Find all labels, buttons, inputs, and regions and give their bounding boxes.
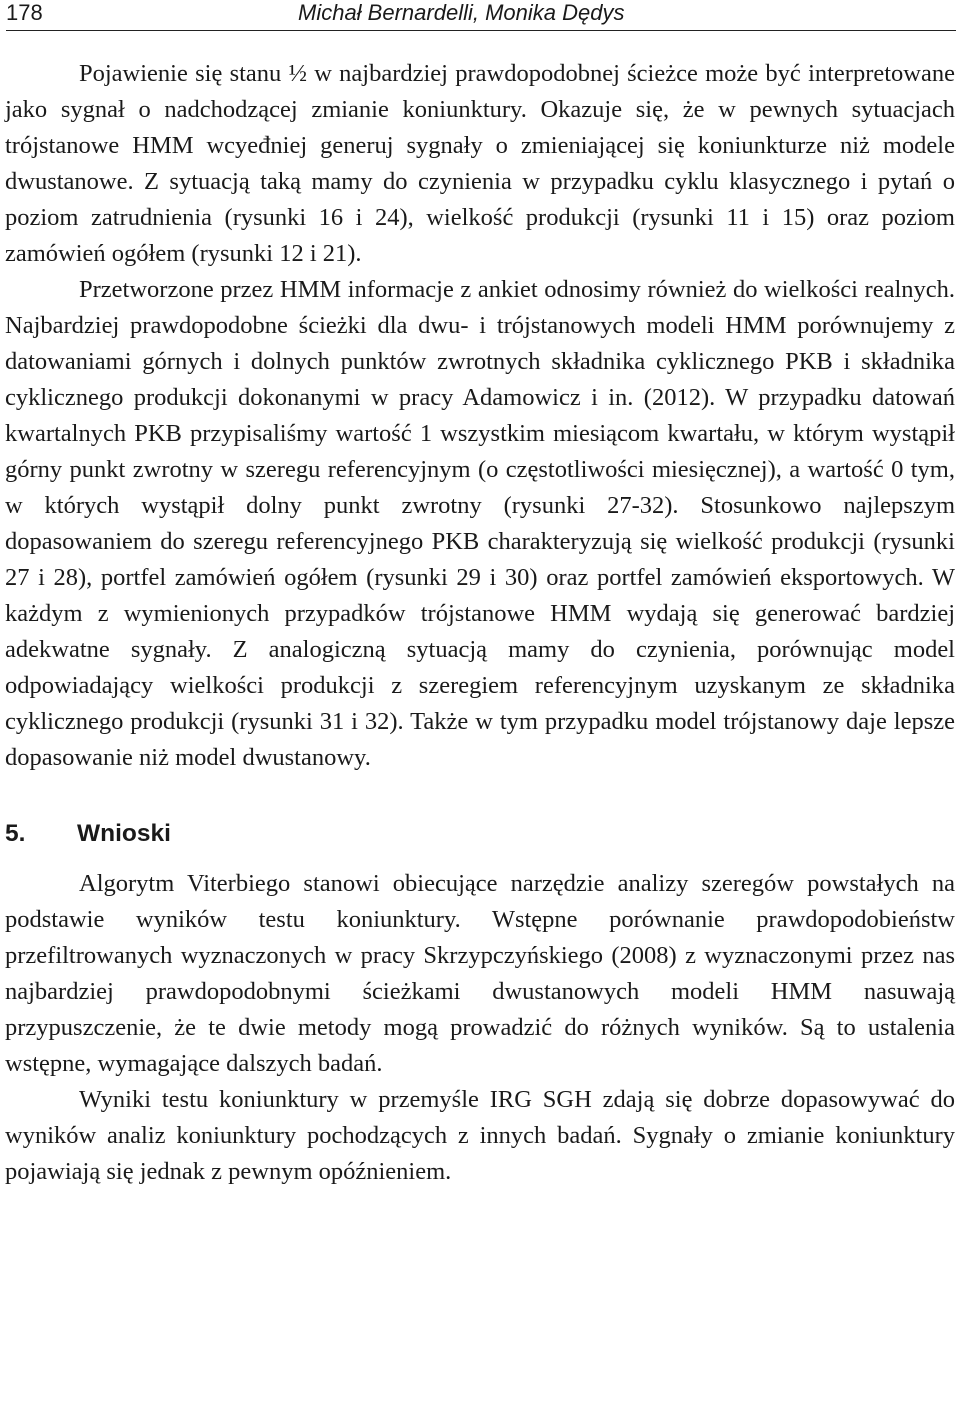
- running-head-authors: Michał Bernardelli, Monika Dędys: [298, 0, 625, 25]
- paragraph: Pojawienie się stanu ½ w najbardziej prawdopodobnej ścieżce może być interpretowane jako sygnał o nadchodzącej zmianie koniunktury. Okazuje się, że w pewnych sytuacjach trójstanowe HMM wcyeđniej generuj sygnały o zmieniającej się koniunkturze niż modele dwustanowe. Z sytuacją taką mamy do czynienia w przypadku cyklu klasycznego i pytań o poziom zatrudnienia (rysunki 16 i 24), wielkość produkcji (rysunki 11 i 15) oraz poziom zamówień ogółem (rysunki 12 i 21).: [5, 60, 955, 267]
- running-header: [6, 0, 956, 31]
- page-number: 178: [6, 0, 43, 25]
- paragraph: Wyniki testu koniunktury w przemyśle IRG SGH zdają się dobrze dopasowywać do wyników analiz koniunktury pochodzących z innych badań. Sygnały o zmianie koniunktury pojawiają się jednak z pewnym opóźnieniem.: [5, 1086, 955, 1185]
- page-body: [5, 56, 955, 1190]
- section-heading: [5, 816, 955, 852]
- paragraph: Algorytm Viterbiego stanowi obiecujące narzędzie analizy szeregów powstałych na podstawie wyników testu koniunktury. Wstępne porównanie prawdopodobieństw przefiltrowanych wyznaczonych w pracy Skrzypczyńskiego (2008) z wyznaczonymi przez nas najbardziej prawdopodobnymi ścieżkami dwustanowych modeli HMM nasuwają przypuszczenie, że te dwie metody mogą prowadzić do różnych wyników. Są to ustalenia wstępne, wymagające dalszych badań.: [5, 870, 955, 1077]
- section-number: 5.: [5, 820, 26, 847]
- section-title: Wnioski: [77, 820, 171, 847]
- paragraph: Przetworzone przez HMM informacje z ankiet odnosimy również do wielkości realnych. Najbardziej prawdopodobne ścieżki dla dwu- i trójstanowych modeli HMM porównujemy z datowaniami górnych i dolnych punktów zwrotnych składnika cyklicznego PKB i składnika cyklicznego produkcji dokonanymi w pracy Adamowicz i in. (2012). W przypadku datowań kwartalnych PKB przypisaliśmy wartość 1 wszystkim miesiącom kwartału, w którym wystąpił górny punkt zwrotny w szeregu referencyjnym (o częstotliwości miesięcznej), a wartość 0 tym, w których wystąpił dolny punkt zwrotny (rysunki 27-32). Stosunkowo najlepszym dopasowaniem do szeregu referencyjnego PKB charakteryzują się wielkość produkcji (rysunki 27 i 28), portfel zamówień ogółem (rysunki 29 i 30) oraz portfel zamówień eksportowych. W każdym z wymienionych przypadków trójstanowe HMM wydają się generować bardziej adekwatne sygnały. Z analogiczną sytuacją mamy do czynienia, porównując model odpowiadający wielkości produkcji z szeregiem referencyjnym uzyskanym ze składnika cyklicznego produkcji (rysunki 31 i 32). Także w tym przypadku model trójstanowy daje lepsze dopasowanie niż model dwustanowy.: [5, 276, 955, 771]
